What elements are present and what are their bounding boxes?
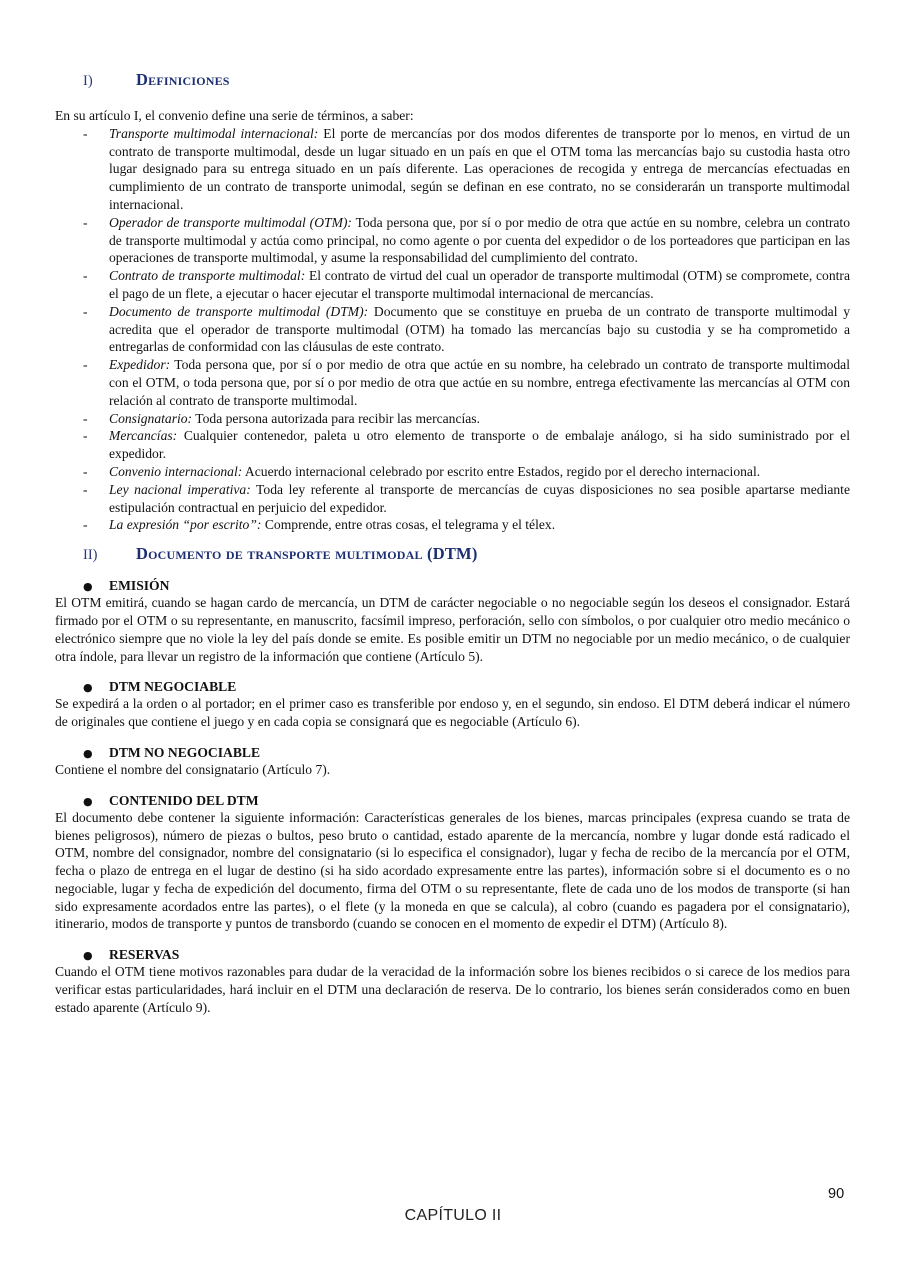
chapter-footer: CAPÍTULO II [404, 1207, 502, 1224]
bullet-icon: ● [83, 580, 93, 594]
definition-term: Contrato de transporte multimodal: [109, 268, 306, 284]
subsection-dtm-no-negociable [55, 745, 850, 779]
bullet-icon: ● [83, 949, 93, 963]
section-number: II) [83, 547, 98, 564]
subsection-title: DTM NEGOCIABLE [109, 679, 237, 695]
definition-text: Documento que se constituye en prueba de un contrato de transporte multimodal y acredita que el operador de transporte multimodal (OTM) ha tomado las mercancías bajo su custodia y se ha comprometido a entregarlas de conformidad con las cláusulas de este contrato. [109, 303, 850, 355]
definition-text: Cualquier contenedor, paleta u otro elemento de transporte o de embalaje análogo, si ha sido suministrado por el expedidor. [109, 428, 850, 462]
definition-term: Consignatario: [109, 410, 193, 426]
list-item: - Transporte multimodal internacional: El porte de mercancías por dos modos diferentes de transporte por lo menos, en virtud de un contrato de transporte multimodal, desde un lugar situado en un país en que el OTM toma las mercancías bajo su custodia hasta otro lugar designado para su entrega situado en un país diferente. Las operaciones de recogida y entrega de mercancías efectuadas en cumplimiento de un contrato de transporte unimodal, según se definan en ese contrato, no se considerarán un transporte multimodal internacional. [83, 125, 850, 212]
definition-text: El porte de mercancías por dos modos diferentes de transporte por lo menos, en virtud de un contrato de transporte multimodal, desde un lugar situado en un país en que el OTM toma las mercancías bajo su custodia hasta otro lugar designado para su entrega situado en un país diferente. Las operaciones de recogida y entrega de mercancías efectuadas en cumplimiento de un contrato de transporte unimodal, según se definan en ese contrato, no se considerarán un transporte multimodal internacional. [109, 125, 850, 212]
bullet-icon: ● [83, 794, 93, 808]
definition-text: Toda ley referente al transporte de mercancías de cuyas disposiciones no sea posible apartarse mediante estipulación contractual en perjuicio del expedidor. [109, 481, 850, 515]
subsection-title: EMISIÓN [109, 578, 170, 594]
definitions-intro: En su artículo I, el convenio define una serie de términos, a saber: [55, 108, 414, 123]
section-title: Documento de transporte multimodal (DTM) [136, 544, 478, 564]
definitions-list [55, 125, 850, 534]
list-item: - Ley nacional imperativa: Toda ley referente al transporte de mercancías de cuyas disposiciones no sea posible apartarse mediante estipulación contractual en perjuicio del expedidor. [83, 481, 850, 515]
list-item: - La expresión “por escrito”: Comprende, entre otras cosas, el telegrama y el télex. [83, 517, 556, 533]
list-item: - Documento de transporte multimodal (DTM): Documento que se constituye en prueba de un contrato de transporte multimodal y acredita que el operador de transporte multimodal (OTM) ha tomado las mercancías bajo su custodia y se ha comprometido a entregarlas de conformidad con las cláusulas de este contrato. [83, 303, 850, 355]
section-heading-dtm [55, 544, 850, 564]
definition-term: Convenio internacional: [109, 463, 243, 479]
subsection-text: El documento debe contener la siguiente información: Características generales de los bienes, marcas principales (expresa cuando se trata de bienes peligrosos), número de piezas o bultos, peso bruto o cantidad, estado aparente de la mercancía, nombre y lugar donde está radicado el OTM, nombre del consignador, nombre del consignatario (si lo especifica el consignador), lugar y fecha de recibo de la mercancía por el OTM, fecha o plazo de entrega en el lugar de destino (si ha sido acordado expresamente entre las partes), información sobre si el documento es o no negociable, lugar y fecha de expedición del documento, firma del OTM o su representante, flete de cada uno de los modos de transporte (si han sido expresamente acordados entre las partes), o el flete (y la moneda en que se calcula), al cobro (cuando es pagadera por el consignatario), itinerario, modos de transporte y puntos de transbordo (cuando se conocen en el momento de expedir el DTM) (Artículo 8). [55, 809, 850, 932]
subsection-title: CONTENIDO DEL DTM [109, 792, 259, 808]
subsection-text: El OTM emitirá, cuando se hagan cardo de mercancía, un DTM de carácter negociable o no negociable según los deseos el consignador. Estará firmado por el OTM o su representante, en manuscrito, facsímil impreso, perforación, sello con símbolos, o por cualquier otro medio mecánico o electrónico siempre que no viole la ley del país donde se emite. Es posible emitir un DTM no negociable por un medio mecánico, o de cualquier otra índole, para llevar un registro de la información que contiene (Artículo 5). [55, 595, 850, 664]
subsection-reservas [55, 947, 850, 1016]
section-title: Definiciones [136, 70, 230, 89]
subsection-text: Se expedirá a la orden o al portador; en el primer caso es transferible por endoso y, en el segundo, sin endoso. El DTM deberá indicar el número de originales que contiene el juego y en cada copia se consignará que es negociable (Artículo 6). [55, 696, 850, 730]
subsection-emision [55, 578, 850, 665]
subsection-text: Contiene el nombre del consignatario (Artículo 7). [55, 761, 331, 777]
definition-text: Comprende, entre otras cosas, el telegrama y el télex. [261, 517, 556, 533]
definition-term: Mercancías: [109, 428, 178, 444]
bullet-icon: ● [83, 681, 93, 695]
definition-term: Ley nacional imperativa: [109, 481, 251, 497]
list-item: - Convenio internacional: Acuerdo internacional celebrado por escrito entre Estados, regido por el derecho internacional. [83, 463, 761, 479]
list-item: - Consignatario: Toda persona autorizada para recibir las mercancías. [83, 410, 480, 426]
subsection-text: Cuando el OTM tiene motivos razonables para dudar de la veracidad de la información sobre los bienes recibidos o si carece de los medios para verificar estas particularidades, hará incluir en el DTM una declaración de reserva. De lo contrario, los bienes serán considerados como en buen estado aparente (Artículo 9). [55, 964, 850, 1015]
document-body [55, 70, 850, 1017]
subsection-title: DTM NO NEGOCIABLE [109, 744, 261, 760]
subsection-title: RESERVAS [109, 947, 180, 963]
definition-term: La expresión “por escrito”: [109, 517, 262, 533]
section-number: I) [83, 73, 93, 89]
definition-term: Operador de transporte multimodal (OTM): [109, 214, 352, 230]
definition-term: Documento de transporte multimodal (DTM): [109, 303, 369, 319]
definition-text: Toda persona que, por sí o por medio de otra que actúe en su nombre, celebra un contrato de transporte multimodal y actúa como principal, no como agente o por cuenta del expedidor o de los porteadores que participan en las operaciones de transporte multimodal, y asume la responsabilidad del cumplimiento del contrato. [109, 214, 851, 266]
definition-text: Acuerdo internacional celebrado por escrito entre Estados, regido por el derecho internacional. [242, 463, 761, 479]
page-number: 90 [828, 1186, 845, 1202]
list-item: - Operador de transporte multimodal (OTM): Toda persona que, por sí o por medio de otra que actúe en su nombre, celebra un contrato de transporte multimodal y actúa como principal, no como agente o por cuenta del expedidor o de los porteadores que participan en las operaciones de transporte multimodal, y asume la responsabilidad del cumplimiento del contrato. [83, 214, 851, 266]
list-item: - Contrato de transporte multimodal: El contrato de virtud del cual un operador de transporte multimodal (OTM) se compromete, contra el pago de un flete, a ejecutar o hacer ejecutar el transporte multimodal internacional de mercancías. [83, 268, 850, 301]
list-item: - Mercancías: Cualquier contenedor, paleta u otro elemento de transporte o de embalaje análogo, si ha sido suministrado por el expedidor. [83, 428, 850, 462]
list-item: - Expedidor: Toda persona que, por sí o por medio de otra que actúe en su nombre, ha celebrado un contrato de transporte multimodal con el OTM, o toda persona que, por sí o por medio de otra que actúe en su nombre, entrega efectivamente las mercancías al OTM con relación al contrato de transporte multimodal. [83, 357, 850, 408]
definition-term: Expedidor: [109, 357, 171, 373]
definition-text: Toda persona autorizada para recibir las mercancías. [192, 410, 480, 426]
definition-text: Toda persona que, por sí o por medio de otra que actúe en su nombre, ha celebrado un contrato de transporte multimodal con el OTM, o toda persona que, por sí o por medio de otra que actúe en su nombre, entrega efectivamente las mercancías al OTM con relación al contrato de transporte multimodal. [109, 357, 850, 408]
bullet-icon: ● [83, 746, 93, 760]
definition-text: El contrato de virtud del cual un operador de transporte multimodal (OTM) se compromete, contra el pago de un flete, a ejecutar o hacer ejecutar el transporte multimodal internacional de mercancías. [109, 268, 850, 301]
subsection-dtm-negociable [55, 679, 850, 731]
subsection-contenido-dtm [55, 793, 850, 934]
section-heading-definiciones [55, 70, 850, 90]
definition-term: Transporte multimodal internacional: [109, 125, 319, 141]
